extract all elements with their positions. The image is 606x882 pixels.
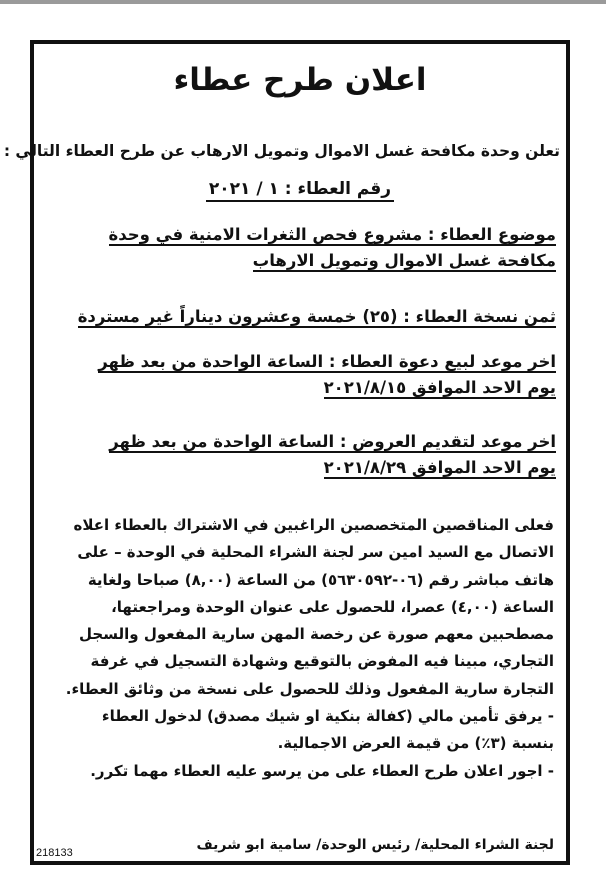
body-line: الاتصال مع السيد امين سر لجنة الشراء المحلية في الوحدة – على [77,543,554,562]
tender-notice [3,40,570,865]
offers-deadline [44,429,556,481]
tender-subject [44,222,556,274]
body-line: هاتف مباشر رقم (٠٦-٥٦٣٠٥٩٢) من الساعة (٨,٠٠) صباحا ولغاية [87,570,554,589]
tender-price [44,304,556,330]
body-line: التجاري، مبينا فيه المفوض بالتوقيع وشهادة التسجيل في غرفة [90,652,554,671]
sale-deadline [44,349,556,401]
sale-deadline-line: يوم الاحد الموافق ٢٠٢١/٨/١٥ [323,378,556,397]
body-line: بنسبة (٣٪) من قيمة العرض الاجمالية. [277,734,554,753]
notice-title: اعلان طرح عطاء [173,62,427,98]
body-line: - يرفق تأمين مالي (كفالة بنكية او شيك مصدق) لدخول العطاء [101,707,554,726]
tender-number [34,179,566,199]
ad-code: 218133 [36,847,73,859]
body-line: - اجور اعلان طرح العطاء على من يرسو عليه العطاء مهما تكرر. [90,761,554,780]
tender-number-text: رقم العطاء : ١ / ٢٠٢١ [206,179,394,202]
price-line: ثمن نسخة العطاء : (٢٥) خمسة وعشرون ديناراً غير مستردة [77,307,556,326]
offers-deadline-line: يوم الاحد الموافق ٢٠٢١/٨/٢٩ [323,458,556,477]
body-line: الساعة (٤,٠٠) عصرا، للحصول على عنوان الوحدة ومراجعتها، [111,597,554,616]
subject-line: موضوع العطاء : مشروع فحص الثغرات الامنية في وحدة [108,225,556,244]
notice-intro: تعلن وحدة مكافحة غسل الاموال وتمويل الارهاب عن طرح العطاء التالي : [3,142,560,160]
notice-body [46,512,554,785]
subject-line: مكافحة غسل الاموال وتمويل الارهاب [252,251,556,270]
body-line: التجارة سارية المفعول وذلك للحصول على نسخة من وثائق العطاء. [65,679,554,698]
body-line: فعلى المناقصين المتخصصين الراغبين في الاشتراك بالعطاء اعلاه [73,516,554,534]
signature: لجنة الشراء المحلية/ رئيس الوحدة/ سامية ابو شريف [196,837,554,853]
sale-deadline-line: اخر موعد لبيع دعوة العطاء : الساعة الواحدة من بعد ظهر [98,352,556,371]
offers-deadline-line: اخر موعد لتقديم العروض : الساعة الواحدة من بعد ظهر [109,432,556,451]
body-line: مصطحبين معهم صورة عن رخصة المهن سارية المفعول والسجل [79,625,554,644]
top-rule [0,0,606,4]
